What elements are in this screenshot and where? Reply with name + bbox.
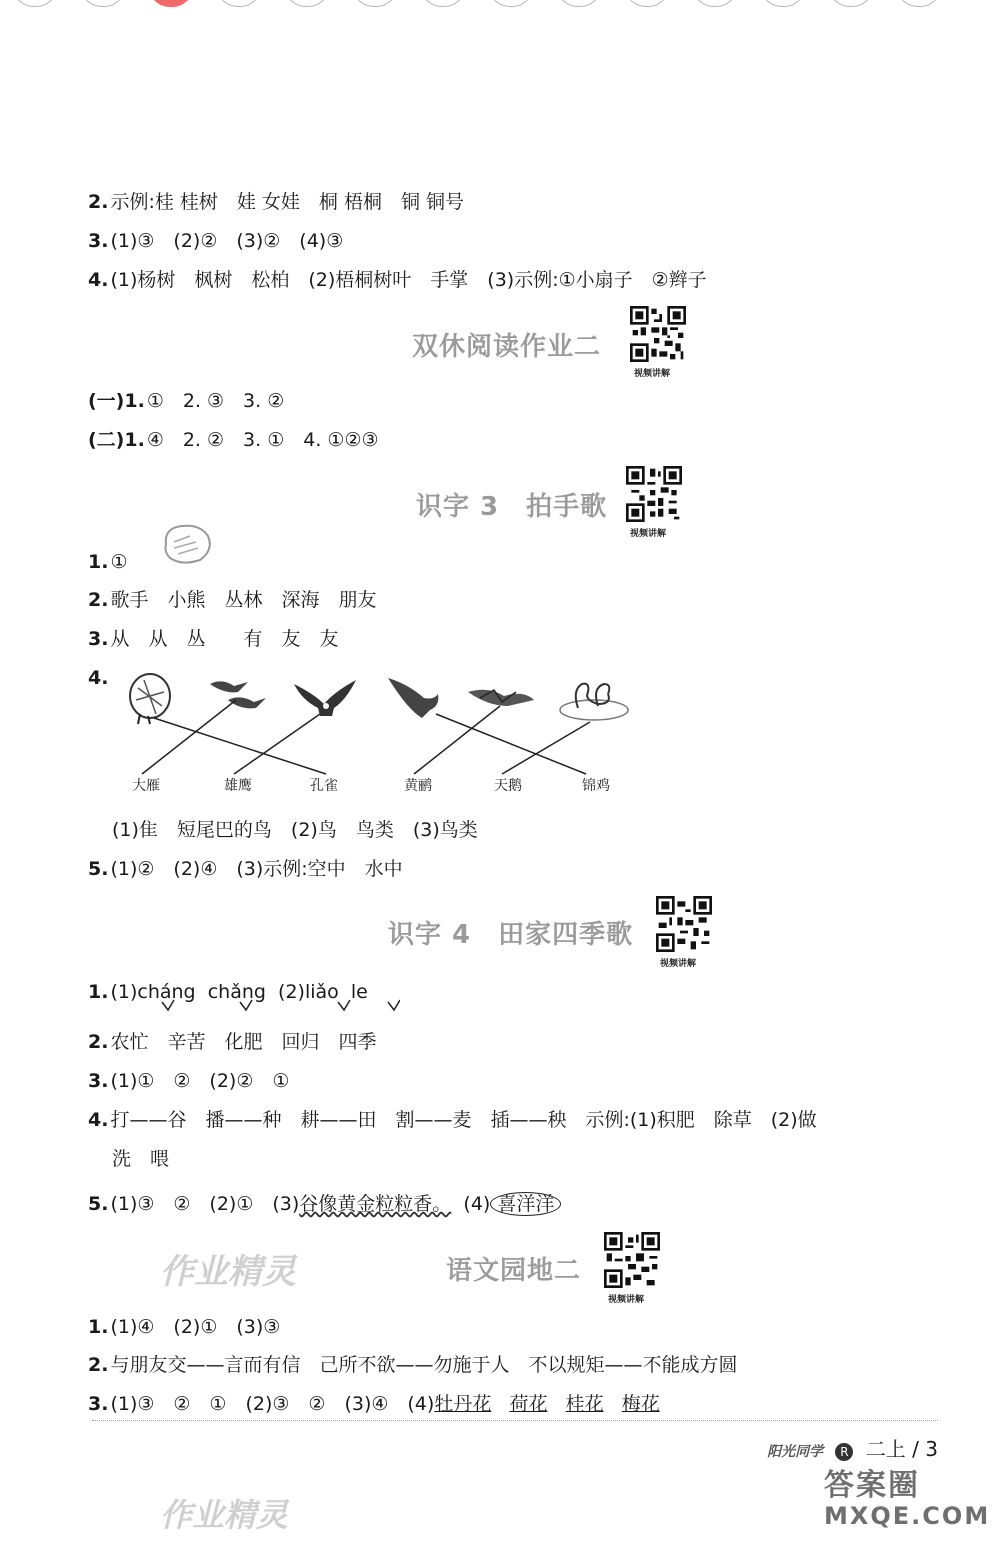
tab-circle bbox=[556, 0, 602, 7]
answer-line: (一)1. ① 2. ③ 3. ② bbox=[88, 390, 285, 412]
bird-label: 大雁 bbox=[132, 778, 160, 794]
tab-circle bbox=[284, 0, 330, 7]
bird-label: 锦鸡 bbox=[582, 778, 610, 794]
stamp-icon bbox=[160, 522, 214, 566]
answer-line: 2. 与朋友交——言而有信 己所不欲——勿施于人 不以规矩——不能成方圆 bbox=[88, 1354, 738, 1376]
wild-goose-icon bbox=[210, 681, 266, 708]
qr-caption: 视频讲解 bbox=[660, 959, 697, 969]
qr-code-icon[interactable] bbox=[626, 466, 682, 522]
answer-line: (二)1. ④ 2. ② 3. ① 4. ①②③ bbox=[88, 429, 379, 451]
section-title: 识字 3 拍手歌 bbox=[416, 492, 608, 522]
tab-circle bbox=[12, 0, 58, 7]
watermark: 作业精灵 bbox=[160, 1496, 289, 1534]
tab-circle bbox=[488, 0, 534, 7]
watermark: 作业精灵 bbox=[160, 1252, 296, 1292]
tab-circle bbox=[624, 0, 670, 7]
answer-line: 5. (1)③ ② (2)① (3)谷像黄金粒粒香。 (4) 喜洋洋 bbox=[88, 1192, 561, 1216]
tab-circle bbox=[896, 0, 942, 7]
answer-line: 2. 歌手 小熊 丛林 深海 朋友 bbox=[88, 589, 377, 611]
swan-icon bbox=[560, 684, 628, 720]
tab-circle bbox=[692, 0, 738, 7]
oriole-icon bbox=[388, 678, 438, 718]
answer-line: 2. 农忙 辛苦 化肥 回归 四季 bbox=[88, 1031, 377, 1053]
answer-line: (1)隹 短尾巴的鸟 (2)鸟 鸟类 (3)鸟类 bbox=[112, 819, 478, 841]
bird-matching-figure bbox=[88, 670, 648, 800]
qr-code-icon[interactable] bbox=[630, 306, 686, 362]
section-title: 语文园地二 bbox=[446, 1256, 582, 1286]
check-marks bbox=[160, 998, 400, 1014]
answer-line: 4. (1)杨树 枫树 松柏 (2)梧桐树叶 手掌 (3)示例:①小扇子 ②辫子 bbox=[88, 269, 707, 291]
answer-line: 1. (1)cháng chǎng (2)liǎo le bbox=[88, 981, 368, 1003]
brand-logo: 阳光同学 bbox=[767, 1444, 824, 1460]
watermark: MXQE.COM bbox=[824, 1502, 991, 1530]
watermark: 答案圈 bbox=[824, 1468, 920, 1503]
page-number: 二上 / 3 bbox=[865, 1437, 938, 1461]
tab-circle bbox=[80, 0, 126, 7]
qr-caption: 视频讲解 bbox=[630, 529, 667, 539]
top-tab-row bbox=[0, 0, 1000, 6]
answer-line: 3. 从 从 丛 有 友 友 bbox=[88, 628, 339, 650]
tab-circle bbox=[828, 0, 874, 7]
section-title: 识字 4 田家四季歌 bbox=[388, 920, 634, 950]
bird-label: 黄鹂 bbox=[404, 778, 432, 794]
peacock-icon bbox=[130, 674, 170, 724]
answer-line: 2. 示例:桂 桂树 娃 女娃 桐 梧桐 铜 铜号 bbox=[88, 191, 465, 213]
qr-caption: 视频讲解 bbox=[634, 369, 671, 379]
page-footer bbox=[767, 1433, 938, 1462]
edition-badge: R bbox=[835, 1443, 853, 1461]
answer-line: 洗 喂 bbox=[112, 1148, 170, 1170]
tab-circle bbox=[216, 0, 262, 7]
tab-circle bbox=[420, 0, 466, 7]
answer-line: 4. bbox=[88, 667, 109, 689]
tab-circle bbox=[352, 0, 398, 7]
tab-circle-active bbox=[148, 0, 194, 7]
answer-line: 3. (1)① ② (2)② ① bbox=[88, 1070, 290, 1092]
golden-pheasant-icon bbox=[468, 690, 534, 706]
qr-code-icon[interactable] bbox=[604, 1232, 660, 1288]
qr-code-icon[interactable] bbox=[656, 896, 712, 952]
answer-line: 3. (1)③ (2)② (3)② (4)③ bbox=[88, 230, 344, 252]
bird-label: 孔雀 bbox=[310, 778, 338, 794]
bird-label: 雄鹰 bbox=[224, 778, 252, 794]
tab-circle bbox=[760, 0, 806, 7]
answer-line: 3. (1)③ ② ① (2)③ ② (3)④ (4)牡丹花 荷花 桂花 梅花 bbox=[88, 1393, 660, 1415]
answer-line: 5. (1)② (2)④ (3)示例:空中 水中 bbox=[88, 858, 403, 880]
answer-line: 4. 打——谷 播——种 耕——田 割——麦 插——秧 示例:(1)积肥 除草 (2)做 bbox=[88, 1109, 817, 1131]
answer-line: 1. (1)④ (2)① (3)③ bbox=[88, 1316, 281, 1338]
section-title: 双休阅读作业二 bbox=[412, 332, 602, 362]
qr-caption: 视频讲解 bbox=[608, 1295, 645, 1305]
answer-line: 1. ① bbox=[88, 551, 128, 573]
footer-divider bbox=[92, 1420, 938, 1421]
bird-label: 天鹅 bbox=[494, 778, 522, 794]
eagle-icon bbox=[294, 680, 356, 716]
